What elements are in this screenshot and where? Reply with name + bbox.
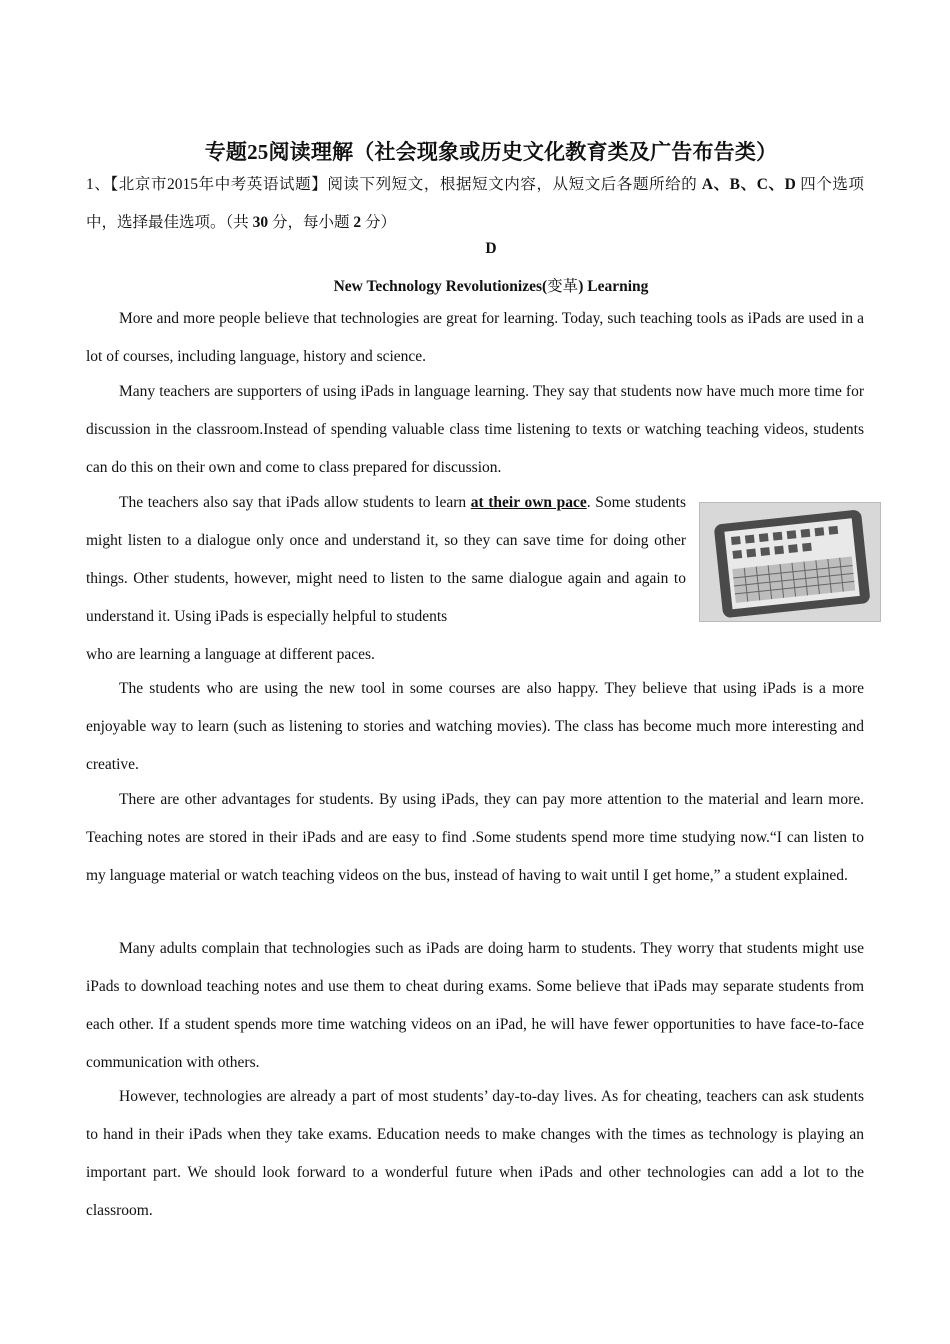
paragraph-5: There are other advantages for students. By using iPads, they can pay more attention to the material and learn more. Teaching notes are stored in their iPads and are easy to find .Some students spend more time studying now.“I can listen to my language material or watch teaching videos on the bus, instead of having to wait until I get home,” a student explained. — [86, 791, 864, 884]
instruction-options: A、B、C、D — [701, 176, 796, 193]
article-title-part1: New Technology Revolutionizes( — [333, 278, 548, 295]
paragraph-1: More and more people believe that technologies are great for learning. Today, such teaching tools as iPads are used in a lot of courses, including language, history and science. — [86, 310, 864, 365]
page-title: 专题25阅读理解（社会现象或历史文化教育类及广告布告类） — [204, 140, 778, 164]
instruction-text-3: 分，每小题 — [268, 214, 354, 231]
instruction-text: 1、【北京市2015年中考英语试题】阅读下列短文，根据短文内容，从短文后各题所给的 — [86, 176, 702, 193]
article-title-chinese: 变革 — [547, 278, 579, 295]
paragraph-3-tail: who are learning a language at different paces. — [86, 646, 375, 663]
question-instruction — [86, 166, 864, 242]
instruction-text-4: 分） — [361, 214, 397, 231]
article-title — [86, 274, 896, 296]
paragraph-4: The students who are using the new tool in some courses are also happy. They believe that using iPads is a more enjoyable way to learn (such as listening to stories and watching movies). The class has become much more interesting and creative. — [86, 680, 864, 773]
paragraph-6: Many adults complain that technologies such as iPads are doing harm to students. They worry that students might use iPads to download teaching notes and use them to cheat during exams. Some believe that iPads may separate students from each other. If a student spends more time watching videos on an iPad, he will have fewer opportunities to have face-to-face communication with others. — [86, 940, 864, 1071]
total-score: 30 — [252, 214, 269, 231]
each-score: 2 — [353, 214, 362, 231]
tablet-illustration-icon — [699, 502, 881, 622]
instruction-text-2: 四个选项中，选择最佳选项。（共 — [86, 176, 864, 231]
underlined-phrase: at their own pace — [470, 494, 587, 511]
p3-text: The teachers also say that iPads allow students to learn — [119, 494, 471, 511]
paragraph-2: Many teachers are supporters of using iPads in language learning. They say that students now have much more time for discussion in the classroom.Instead of spending valuable class time listening to texts or watching teaching videos, students can do this on their own and come to class prepared for discussion. — [86, 383, 864, 476]
paragraph-7: However, technologies are already a part of most students’ day-to-day lives. As for cheating, teachers can ask students to hand in their iPads when they take exams. Education needs to make changes with the times as technology is playing an important part. We should look forward to a wonderful future when iPads and other technologies can add a lot to the classroom. — [86, 1088, 864, 1219]
section-letter: D — [485, 240, 497, 257]
p3-text-2: . Some students might listen to a dialogue only once and understand it, so they can save time for doing other things. Other students, however, might need to listen to the same dialogue again and again to understand it. Using iPads is especially helpful to students — [86, 494, 686, 625]
article-title-part2: ) Learning — [578, 278, 649, 295]
paragraph-3 — [86, 484, 686, 636]
tablet-drawing — [700, 503, 880, 621]
